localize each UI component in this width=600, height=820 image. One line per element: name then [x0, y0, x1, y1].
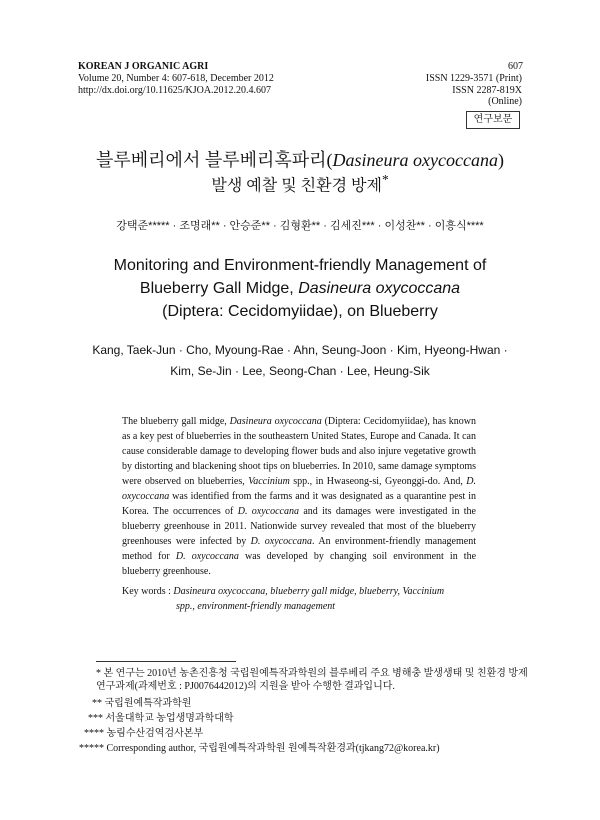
korean-title-footnote-mark: * [381, 172, 389, 187]
abstract-text: (Diptera: Cecidomyiidae), has known as a key pest of blueberries in the southeastern United States, Europe and Canada. It can cause considerable damage to developing flower buds and also injure vegetative growth by distorting and blackening shoot tips on blueberries. In 2010, same damage symptoms were observed on blueberries, [122, 416, 476, 487]
journal-name: KOREAN J ORGANIC AGRI [78, 61, 209, 72]
footnote-corresponding-author: ***** Corresponding author, 국립원예특작과학원 원예특작환경과(tjkang72@korea.kr) [79, 743, 440, 754]
issn-print: ISSN 1229-3571 (Print) [425, 73, 522, 84]
english-title-prefix: Blueberry Gall Midge, [139, 280, 299, 297]
footnote-affiliation-4: **** 농림수산검역검사본부 [84, 728, 204, 739]
korean-title-line-1 [0, 146, 600, 172]
abstract-text: was developed by changing soil environment in the blueberry greenhouse. [122, 551, 477, 577]
korean-title-line-2-text: 발생 예찰 및 친환경 방제 [211, 177, 382, 195]
authors-english-line-2: Kim, Se-Jin · Lee, Seong-Chan · Lee, Heung-Sik [170, 364, 430, 378]
keywords [122, 584, 444, 614]
issn-online: ISSN 2287-819X (Online) [452, 85, 522, 107]
abstract-text: and its damages were investigated in the blueberry greenhouse in 2011. Nationwide survey revealed that most of the blueberry greenhouses were infected by [122, 506, 476, 547]
abstract-species: D. oxycoccana [250, 536, 312, 547]
footnote-mark: * [96, 668, 104, 679]
korean-title-suffix: ) [498, 150, 504, 170]
authors-english-line-1: Kang, Taek-Jun · Cho, Myoung-Rae · Ahn, Seung-Joon · Kim, Hyeong-Hwan · [92, 343, 508, 357]
english-title-species: Dasineura oxycoccana [298, 280, 461, 297]
footnote-divider [96, 661, 236, 662]
abstract-text: . An environment-friendly management method for [122, 536, 476, 562]
abstract-text: The blueberry gall midge, [122, 416, 230, 427]
keywords-values: Dasineura oxycoccana, blueberry gall midge, blueberry, Vaccinium [173, 586, 445, 597]
korean-title-species: Dasineura oxycoccana [332, 150, 498, 170]
korean-title-line-2 [0, 172, 600, 195]
keywords-values-cont: spp., environment-friendly management [176, 601, 336, 612]
footnote-affiliation-3: *** 서울대학교 농업생명과학대학 [88, 713, 234, 724]
doi-link[interactable]: http://dx.doi.org/10.11625/KJOA.2012.20.4.607 [78, 85, 272, 96]
footnote-funding [96, 667, 536, 693]
abstract-species: D. oxycoccana [175, 551, 239, 562]
article-type-badge: 연구보문 [466, 111, 520, 129]
volume-info: Volume 20, Number 4: 607-618, December 2012 [78, 73, 274, 84]
english-title-line-1: Monitoring and Environment-friendly Management of [113, 257, 487, 274]
english-title-line-3: (Diptera: Cecidomyiidae), on Blueberry [162, 303, 438, 320]
abstract [122, 414, 476, 579]
abstract-species: Vaccinium [248, 476, 290, 487]
abstract-text: spp., in Hwaseong-si, Gyeonggi-do. And, [289, 476, 467, 487]
keywords-label: Key words : [122, 586, 174, 597]
footnote-affiliation-2: ** 국립원예특작과학원 [92, 698, 192, 709]
english-title-line-2 [0, 280, 600, 298]
abstract-species: D. oxycoccana [122, 476, 476, 502]
abstract-text: was identified from the farms and it was designated as a quarantine pest in Korea. The occurrences of [122, 491, 476, 517]
page-number: 607 [508, 61, 523, 72]
abstract-species: D. oxycoccana [237, 506, 299, 517]
korean-title-prefix: 블루베리에서 블루베리혹파리( [96, 150, 333, 170]
abstract-species: Dasineura oxycoccana [229, 416, 322, 427]
authors-korean: 강택준***** · 조명래** · 안승준** · 김형환** · 김세진*** · 이성찬** · 이흥식**** [116, 220, 484, 232]
footnote-funding-text: 본 연구는 2010년 농촌진흥청 국립원예특작과학원의 블루베리 주요 병해충 발생생태 및 친환경 방제 연구과제(과제번호 : PJ0076442012)의 지원을 받아 수행한 결과입니다. [96, 668, 528, 692]
